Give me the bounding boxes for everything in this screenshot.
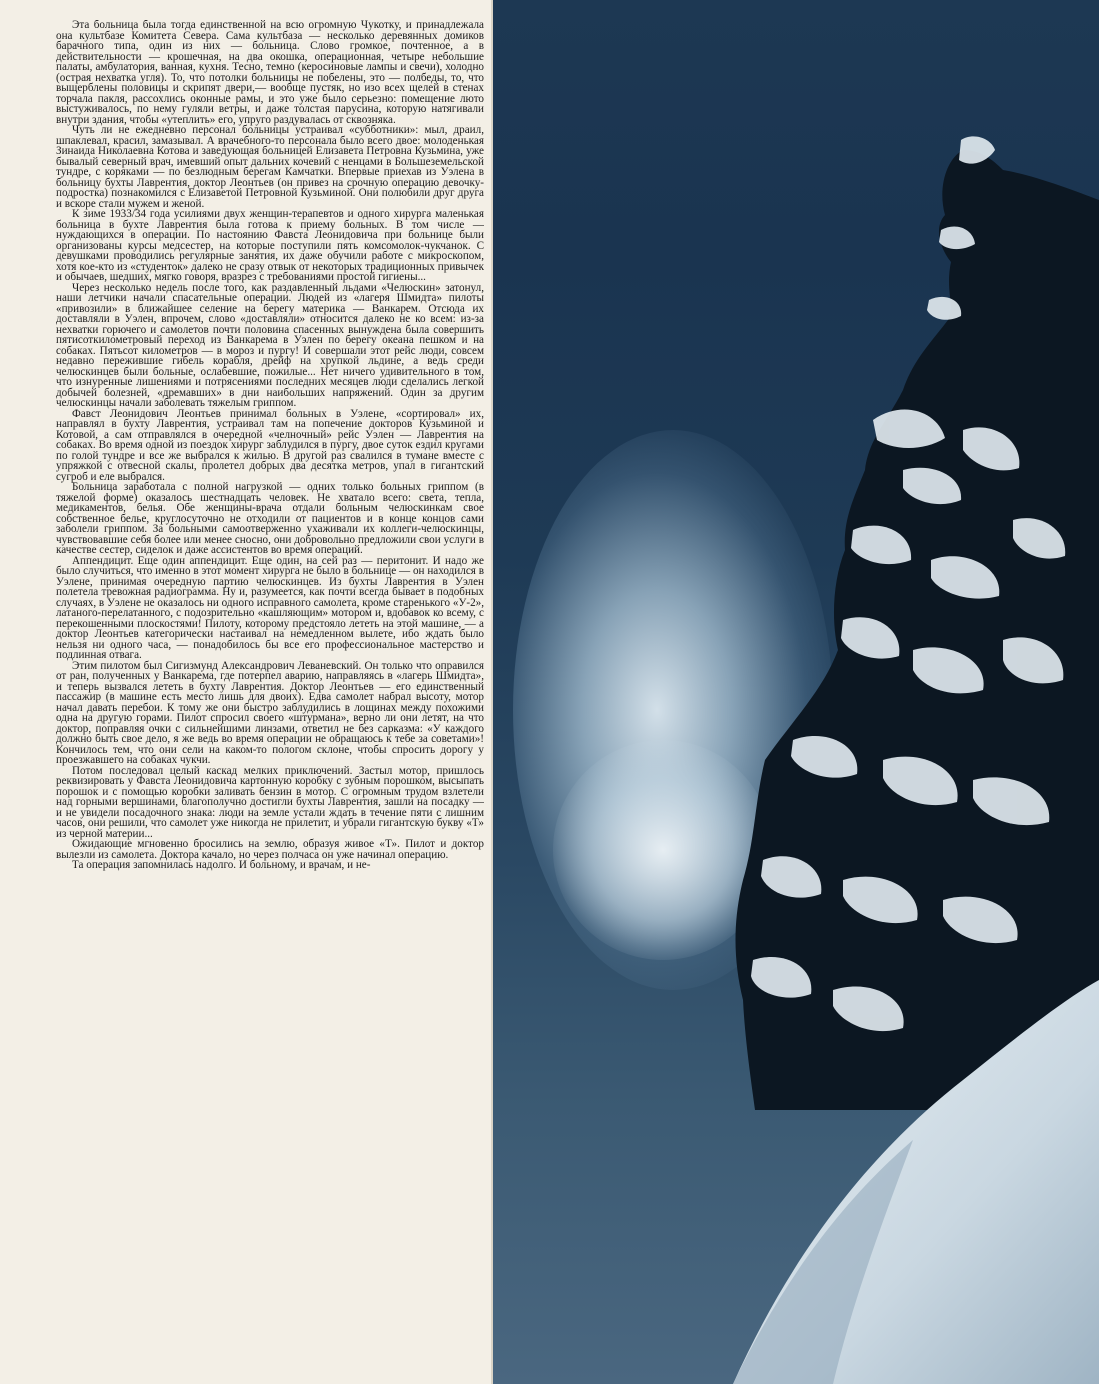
article-paragraph-6: Больница заработала с полной нагрузкой — одних только больных гриппом (в тяжелой форме) оказалось шестнадцать человек. Не хватало всего: света, тепла, медикаментов, белья. Обе женщины-врача отдали больным челюскинкам свое собственное белье, круглосуточно не отходили от пациентов и в конце концов сами заболели гриппом. За больными самоотверженно ухаживали их коллеги-челюскинцы, чувствовавшие себя более или менее сносно, они добровольно предложили свои услуги в качестве сестер, сиделок и даже ассистентов во время операций. xyxy=(56,481,484,556)
article-paragraph-8: Этим пилотом был Сигизмунд Александрович Леваневский. Он только что оправился от ран, полученных у Ванкарема, где потерпел аварию, направляясь в «лагерь Шмидта», и теперь вызвался лететь в бухту Лаврентия. Доктор Леонтьев — его единственный пассажир (в машине есть место лишь для двоих). Едва самолет набрал высоту, мотор начал давать перебои. К тому же они быстро заблудились в лощинах между похожими одна на другую горами. Пилот спросил своего «штурмана», верно ли они летят, на что доктор, поправляя очки с сильнейшими линзами, ответил не без сарказма: «У каждого должно быть свое дело, я же ведь во время операции не обращаюсь к тебе за советами»! Кончилось тем, что они сели на каком-то пологом склоне, чтобы спросить дорогу у проезжавшего на собаках чукчи. xyxy=(56,659,484,766)
article-paragraph-5: Фавст Леонидович Леонтьев принимал больных в Уэлене, «сортировал» их, направлял в бухту Лаврентия, устраивал там на попечение докторов Кузьминой и Котовой, а сам отправлялся в очередной «челночный» рейс Уэлен — Лаврентия на собаках. Во время одной из поездок хирург заблудился в пургу, двое суток ездил кругами по голой тундре и все же выбрался к жилью. В другой раз свалился в тумане вместе с упряжкой с отвесной скалы, пролетел добрых два десятка метров, упал в гигантский сугроб и еле выбрался. xyxy=(56,407,484,483)
article-paragraph-7: Аппендицит. Еще один аппендицит. Еще один, на сей раз — перитонит. И надо же было случиться, что именно в этот момент хирурга не было в больнице — он находился в Уэлене, принимая очередную партию челюскинцев. Из бухты Лаврентия в Уэлен полетела тревожная радиограмма. Ну и, разумеется, как почти всегда бывает в подобных случаях, в Уэлене не оказалось ни одного исправного самолета, кроме старенького «У-2», латаного-перелатанного, с подозрительно «кашляющим» мотором и, вдобавок ко всему, с перекошенными плоскостями! Пилоту, которому предстояло лететь на этой машине, — а доктор Леонтьев категорически настаивал на немедленном вылете, ибо ждать было нельзя ни одного часа, — понадобилось бы все его профессиональное мастерство и подлинная отвага. xyxy=(56,554,484,661)
article-paragraph-10: Ожидающие мгновенно бросились на землю, образуя живое «Т». Пилот и доктор вылезли из самолета. Доктора качало, но через полчаса он уже начинал операцию. xyxy=(56,838,484,861)
rock-spire-illustration xyxy=(493,0,1099,1384)
article-paragraph-3: К зиме 1933/34 года усилиями двух женщин-терапевтов и одного хирурга маленькая больница в бухте Лаврентия была готова к приему больных. В том числе — нуждающихся в операции. По настоянию Фавста Леонидовича при больнице были организованы курсы медсестер, на которые поступили пять комсомолок-чукчанок. С девушками проводились регулярные занятия, их даже обучили работе с микроскопом, хотя кое-кто из «студенток» далеко не сразу отвык от некоторых традиционных привычек и обычаев, шедших, мягко говоря, вразрез с требованиями простой гигиены... xyxy=(56,208,484,283)
article-paragraph-2: Чуть ли не ежедневно персонал больницы устраивал «субботники»: мыл, драил, шпаклевал, красил, замазывал. А врачебного-то персонала было всего двое: молоденькая Зинаида Николаевна Котова и заведующая больницей Елизавета Петровна Кузьмина, уже бывалый северный врач, имевший опыт дальних кочевий с ненцами в Большеземельской тундре, с коряками — по безлюдным берегам Камчатки. Впервые приехав из Уэлена в больницу бухты Лаврентия, доктор Леонтьев (он привез на срочную операцию девочку-подростка) познакомился с Елизаветой Петровной Кузьминой. Они полюбили друг друга и вскоре стали мужем и женой. xyxy=(56,124,484,210)
article-paragraph-4: Через несколько недель после того, как раздавленный льдами «Челюскин» затонул, наши летчики начали спасательные операции. Людей из «лагеря Шмидта» пилоты «привозили» в ближайшее селение на берегу материка — Ванкарем. Отсюда их доставляли в Уэлен, впрочем, слово «доставляли» относится далеко не ко всем: из-за нехватки горючего и самолетов почти половина спасенных вынуждена была совершить пятисоткилометровый переход из Ванкарема в Уэлен по берегу океана пешком и на собаках. Пятьсот километров — в мороз и пургу! И совершали этот рейс люди, совсем недавно пережившие гибель корабля, дрейф на хрупкой льдине, а ведь среди челюскинцев были больные, ослабевшие, пожилые... Нет ничего удивительного в том, что изнуренные лишениями и потрясениями последних месяцев люди сделались легкой добычей болезней, «дремавших» в дни наибольших напряжений. Один за другим челюскинцы начали заболевать тяжелым гриппом. xyxy=(56,281,484,409)
article-text-column xyxy=(56,20,484,1382)
article-paragraph-11: Та операция запомнилась надолго. И больному, и врачам, и не- xyxy=(72,859,371,871)
rock-spire-photo xyxy=(493,0,1099,1384)
article-paragraph-9: Потом последовал целый каскад мелких приключений. Застыл мотор, пришлось реквизировать у Фавста Леонидовича картонную коробку с зубным порошком, высыпать порошок и с помощью коробки заливать бензин в мотор. С огромным трудом взлетели над горными вершинами, благополучно достигли бухты Лаврентия, зашли на посадку — и не увидели посадочного знака: люди на земле устали ждать в течение пяти с лишним часов, они решили, что самолет уже никогда не прилетит, и убрали гигантскую букву «Т» из черной материи... xyxy=(56,764,484,840)
article-paragraph-1: Эта больница была тогда единственной на всю огромную Чукотку, и принадлежала она культбазе Комитета Севера. Сама культбаза — несколько деревянных домиков барачного типа, один из них — больница. Слово громкое, почтенное, а в действительности — крошечная, на два окошка, операционная, четыре небольшие палаты, амбулатория, ванная, кухня. Тесно, темно (керосиновые лампы и свечи), холодно (острая нехватка угля). То, что потолки больницы не побелены, это — полбеды, то, что выщерблены половицы и скрипят двери,— вообще пустяк, но изо всех щелей в стенах торчала пакля, рассохлись оконные рамы, и это уже было серьезно: помещение люто выстуживалось, по нему гуляли ветры, и даже толстая парусина, которую натягивали внутри здания, чтобы «утеплить» его, упруго раздувалась от сквозняка. xyxy=(56,20,484,126)
